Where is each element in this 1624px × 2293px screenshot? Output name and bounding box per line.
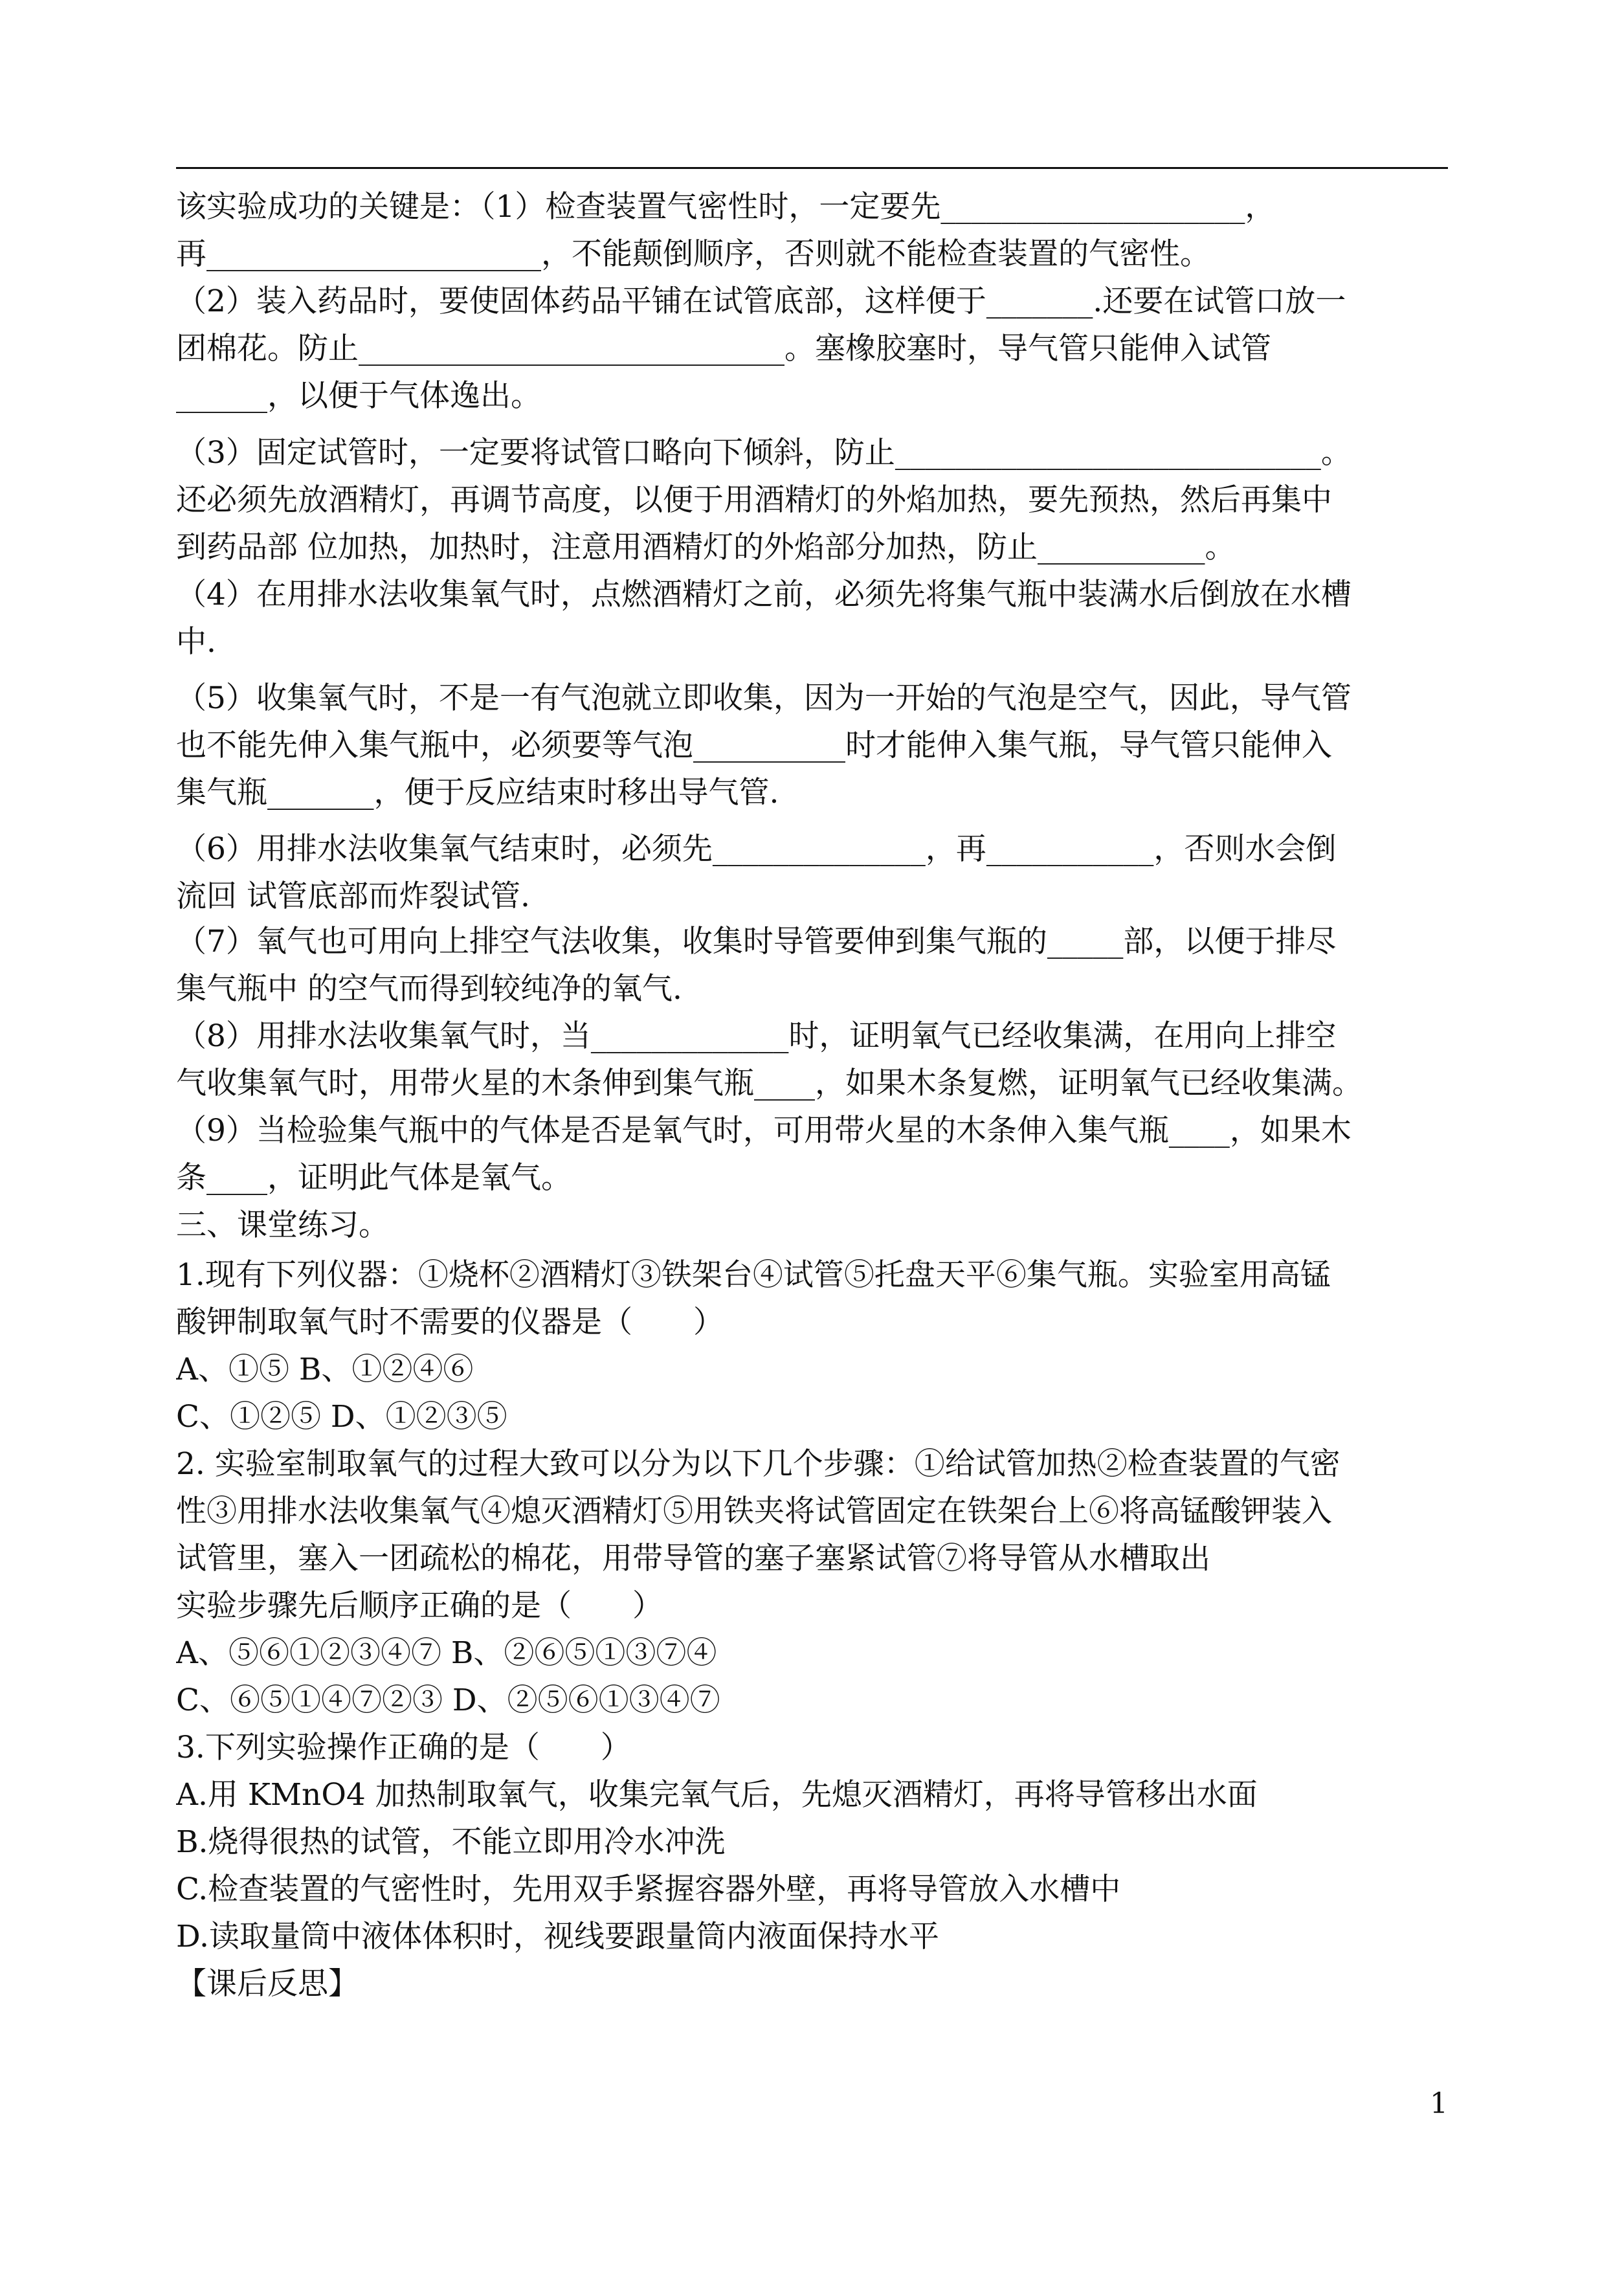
text-line: 还必须先放酒精灯，再调节高度，以便于用酒精灯的外焰加热，要先预热，然后再集中 xyxy=(176,482,1332,518)
question-1: 1.现有下列仪器：①烧杯②酒精灯③铁架台④试管⑤托盘天平⑥集气瓶。实验室用高锰 xyxy=(176,1257,1331,1293)
answer-option-c: C.检查装置的气密性时，先用双手紧握容器外壁，再将导管放入水槽中 xyxy=(176,1872,1121,1907)
text-line: 实验步骤先后顺序正确的是（ ） xyxy=(176,1588,663,1624)
text-line: 中. xyxy=(176,624,216,660)
text-line: 集气瓶_______，便于反应结束时移出导气管. xyxy=(176,775,779,811)
reflection-heading: 【课后反思】 xyxy=(176,1966,359,2002)
header-rule xyxy=(176,167,1448,169)
question-2: 2. 实验室制取氧气的过程大致可以分为以下几个步骤：①给试管加热②检查装置的气密 xyxy=(176,1446,1340,1482)
text-line: 再______________________，不能颠倒顺序，否则就不能检查装置的气密性。 xyxy=(176,236,1210,272)
text-line: （4）在用排水法收集氧气时，点燃酒精灯之前，必须先将集气瓶中装满水后倒放在水槽 xyxy=(176,577,1351,612)
text-line: 流回 试管底部而炸裂试管. xyxy=(176,878,530,914)
answer-option-a: A.用 KMnO4 加热制取氧气，收集完氧气后，先熄灭酒精灯，再将导管移出水面 xyxy=(176,1777,1258,1813)
text-line: 条____，证明此气体是氧气。 xyxy=(176,1160,572,1196)
text-line: 集气瓶中 的空气而得到较纯净的氧气. xyxy=(176,971,682,1007)
answer-options: A、①⑤ B、①②④⑥ xyxy=(176,1352,474,1387)
text-line: （8）用排水法收集氧气时，当_____________时，证明氧气已经收集满，在用向上排空 xyxy=(176,1018,1337,1054)
text-line: 到药品部 位加热，加热时，注意用酒精灯的外焰部分加热，防止___________。 xyxy=(176,530,1236,565)
text-line: 该实验成功的关键是：（1）检查装置气密性时，一定要先____________________， xyxy=(176,189,1276,225)
answer-option-d: D.读取量筒中液体体积时，视线要跟量筒内液面保持水平 xyxy=(176,1919,939,1954)
text-line: 性③用排水法收集氧气④熄灭酒精灯⑤用铁夹将试管固定在铁架台上⑥将高锰酸钾装入 xyxy=(176,1493,1332,1529)
text-line: 试管里，塞入一团疏松的棉花，用带导管的塞子塞紧试管⑦将导管从水槽取出 xyxy=(176,1541,1210,1576)
question-3: 3.下列实验操作正确的是（ ） xyxy=(176,1730,631,1765)
answer-options: A、⑤⑥①②③④⑦ B、②⑥⑤①③⑦④ xyxy=(176,1635,717,1671)
text-line: 也不能先伸入集气瓶中，必须要等气泡__________时才能伸入集气瓶，导气管只能伸入 xyxy=(176,728,1332,763)
text-line: （3）固定试管时，一定要将试管口略向下倾斜，防止____________________________。 xyxy=(176,435,1351,471)
page-number: 1 xyxy=(1430,2087,1448,2120)
text-line: （5）收集氧气时，不是一有气泡就立即收集，因为一开始的气泡是空气，因此，导气管 xyxy=(176,680,1351,716)
text-line: 气收集氧气时，用带火星的木条伸到集气瓶____，如果木条复燃，证明氧气已经收集满。 xyxy=(176,1066,1363,1101)
text-line: （9）当检验集气瓶中的气体是否是氧气时，可用带火星的木条伸入集气瓶____，如果木 xyxy=(176,1113,1351,1148)
text-line: 团棉花。防止____________________________。塞橡胶塞时，导气管只能伸入试管 xyxy=(176,331,1271,366)
text-line: （7）氧气也可用向上排空气法收集，收集时导管要伸到集气瓶的_____部，以便于排尽 xyxy=(176,924,1337,959)
answer-options: C、①②⑤ D、①②③⑤ xyxy=(176,1399,507,1435)
text-line: （2）装入药品时，要使固体药品平铺在试管底部，这样便于_______.还要在试管口放一 xyxy=(176,284,1346,319)
text-line: 酸钾制取氧气时不需要的仪器是（ ） xyxy=(176,1304,724,1340)
answer-options: C、⑥⑤①④⑦②③ D、②⑤⑥①③④⑦ xyxy=(176,1683,720,1718)
text-line: ______，以便于气体逸出。 xyxy=(176,378,541,414)
text-line: （6）用排水法收集氧气结束时，必须先______________，再___________，否则水会倒 xyxy=(176,831,1337,867)
section-heading: 三、课堂练习。 xyxy=(176,1207,389,1243)
answer-option-b: B.烧得很热的试管，不能立即用冷水冲洗 xyxy=(176,1824,726,1860)
